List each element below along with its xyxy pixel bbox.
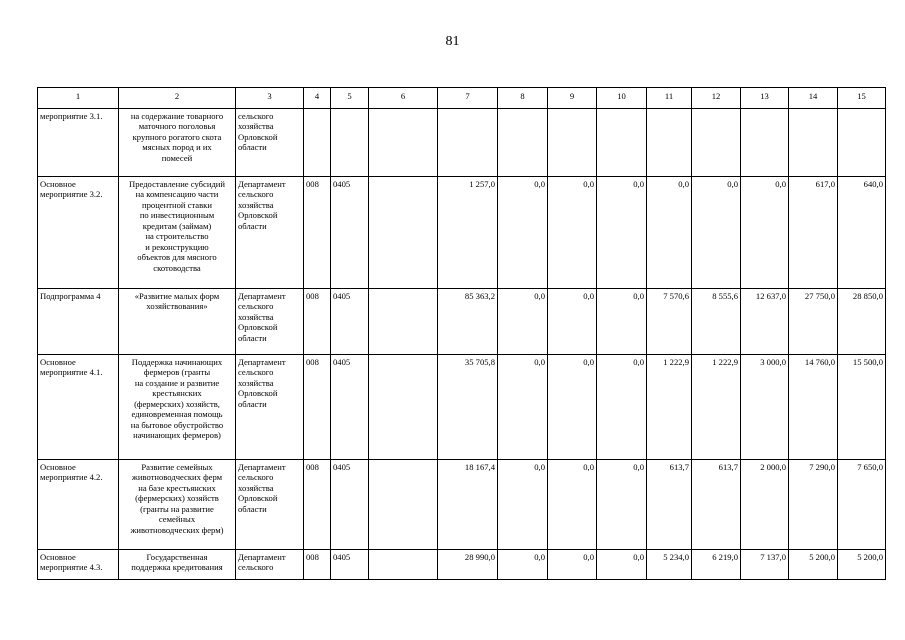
cell-col-12: 613,7 xyxy=(692,460,741,550)
cell-col-3: Департамент сельского хозяйства Орловской области xyxy=(236,460,304,550)
column-header-9: 9 xyxy=(548,88,597,109)
cell-col-13: 7 137,0 xyxy=(741,550,789,580)
cell-col-5 xyxy=(331,109,369,177)
cell-col-13 xyxy=(741,109,789,177)
cell-col-9: 0,0 xyxy=(548,177,597,289)
cell-col-2: Предоставление субсидий на компенсацию части процентной ставки по инвестиционным кредитам (займам) на строительство и реконструкцию объектов для мясного скотоводства xyxy=(119,177,236,289)
cell-col-5: 0405 xyxy=(331,550,369,580)
cell-col-15: 640,0 xyxy=(838,177,886,289)
cell-col-6 xyxy=(369,109,438,177)
cell-col-3: Департамент сельского хозяйства Орловской области xyxy=(236,355,304,460)
cell-col-15: 15 500,0 xyxy=(838,355,886,460)
column-header-14: 14 xyxy=(789,88,838,109)
cell-col-11: 5 234,0 xyxy=(647,550,692,580)
cell-col-13: 3 000,0 xyxy=(741,355,789,460)
cell-col-8: 0,0 xyxy=(498,355,548,460)
header-row xyxy=(38,88,886,109)
table-row xyxy=(38,177,886,289)
cell-col-14: 27 750,0 xyxy=(789,289,838,355)
cell-col-15: 28 850,0 xyxy=(838,289,886,355)
cell-col-11: 0,0 xyxy=(647,177,692,289)
column-header-2: 2 xyxy=(119,88,236,109)
cell-col-4: 008 xyxy=(304,550,331,580)
budget-table xyxy=(37,87,886,580)
cell-col-2: «Развитие малых форм хозяйствования» xyxy=(119,289,236,355)
cell-col-4: 008 xyxy=(304,355,331,460)
cell-col-1: Основное мероприятие 4.2. xyxy=(38,460,119,550)
cell-col-1: Подпрограмма 4 xyxy=(38,289,119,355)
cell-col-9: 0,0 xyxy=(548,289,597,355)
cell-col-1: Основное мероприятие 4.3. xyxy=(38,550,119,580)
cell-col-7: 85 363,2 xyxy=(438,289,498,355)
cell-col-11 xyxy=(647,109,692,177)
cell-col-8: 0,0 xyxy=(498,289,548,355)
cell-col-8: 0,0 xyxy=(498,460,548,550)
cell-col-11: 7 570,6 xyxy=(647,289,692,355)
cell-col-9: 0,0 xyxy=(548,355,597,460)
cell-col-13: 2 000,0 xyxy=(741,460,789,550)
cell-col-10: 0,0 xyxy=(597,550,647,580)
cell-col-9: 0,0 xyxy=(548,550,597,580)
cell-col-14: 14 760,0 xyxy=(789,355,838,460)
cell-col-4 xyxy=(304,109,331,177)
cell-col-1: Основное мероприятие 3.2. xyxy=(38,177,119,289)
column-header-7: 7 xyxy=(438,88,498,109)
cell-col-12: 6 219,0 xyxy=(692,550,741,580)
table-body xyxy=(38,109,886,580)
table-row xyxy=(38,550,886,580)
cell-col-10: 0,0 xyxy=(597,460,647,550)
column-header-1: 1 xyxy=(38,88,119,109)
cell-col-12: 8 555,6 xyxy=(692,289,741,355)
cell-col-4: 008 xyxy=(304,460,331,550)
column-header-3: 3 xyxy=(236,88,304,109)
cell-col-6 xyxy=(369,460,438,550)
cell-col-2: Государственная поддержка кредитования xyxy=(119,550,236,580)
cell-col-5: 0405 xyxy=(331,289,369,355)
cell-col-3: сельского хозяйства Орловской области xyxy=(236,109,304,177)
table-row xyxy=(38,109,886,177)
cell-col-5: 0405 xyxy=(331,460,369,550)
cell-col-12: 0,0 xyxy=(692,177,741,289)
cell-col-15: 7 650,0 xyxy=(838,460,886,550)
table-row xyxy=(38,289,886,355)
cell-col-14: 7 290,0 xyxy=(789,460,838,550)
cell-col-2: на содержание товарного маточного поголовья крупного рогатого скота мясных пород и их помесей xyxy=(119,109,236,177)
cell-col-11: 613,7 xyxy=(647,460,692,550)
column-header-11: 11 xyxy=(647,88,692,109)
cell-col-14: 617,0 xyxy=(789,177,838,289)
column-header-15: 15 xyxy=(838,88,886,109)
cell-col-14 xyxy=(789,109,838,177)
cell-col-5: 0405 xyxy=(331,355,369,460)
cell-col-8: 0,0 xyxy=(498,177,548,289)
column-header-8: 8 xyxy=(498,88,548,109)
cell-col-6 xyxy=(369,355,438,460)
cell-col-15 xyxy=(838,109,886,177)
cell-col-9: 0,0 xyxy=(548,460,597,550)
cell-col-8: 0,0 xyxy=(498,550,548,580)
cell-col-15: 5 200,0 xyxy=(838,550,886,580)
page-number: 81 xyxy=(445,34,460,49)
cell-col-4: 008 xyxy=(304,289,331,355)
column-header-10: 10 xyxy=(597,88,647,109)
cell-col-14: 5 200,0 xyxy=(789,550,838,580)
cell-col-2: Развитие семейных животноводческих ферм на базе крестьянских (фермерских) хозяйств (гранты на развитие семейных животноводческих ферм) xyxy=(119,460,236,550)
cell-col-6 xyxy=(369,289,438,355)
cell-col-2: Поддержка начинающих фермеров (гранты на создание и развитие крестьянских (фермерских) хозяйств, единовременная помощь на бытовое обустройство начинающих фермеров) xyxy=(119,355,236,460)
cell-col-4: 008 xyxy=(304,177,331,289)
column-header-12: 12 xyxy=(692,88,741,109)
column-header-13: 13 xyxy=(741,88,789,109)
table-row xyxy=(38,460,886,550)
cell-col-3: Департамент сельского xyxy=(236,550,304,580)
cell-col-7 xyxy=(438,109,498,177)
cell-col-3: Департамент сельского хозяйства Орловской области xyxy=(236,289,304,355)
cell-col-1: мероприятие 3.1. xyxy=(38,109,119,177)
cell-col-11: 1 222,9 xyxy=(647,355,692,460)
cell-col-13: 12 637,0 xyxy=(741,289,789,355)
cell-col-12: 1 222,9 xyxy=(692,355,741,460)
cell-col-13: 0,0 xyxy=(741,177,789,289)
cell-col-7: 1 257,0 xyxy=(438,177,498,289)
table-header xyxy=(38,88,886,109)
cell-col-10: 0,0 xyxy=(597,289,647,355)
cell-col-1: Основное мероприятие 4.1. xyxy=(38,355,119,460)
cell-col-12 xyxy=(692,109,741,177)
cell-col-7: 35 705,8 xyxy=(438,355,498,460)
column-header-5: 5 xyxy=(331,88,369,109)
cell-col-5: 0405 xyxy=(331,177,369,289)
cell-col-7: 18 167,4 xyxy=(438,460,498,550)
cell-col-6 xyxy=(369,550,438,580)
cell-col-9 xyxy=(548,109,597,177)
column-header-4: 4 xyxy=(304,88,331,109)
cell-col-10: 0,0 xyxy=(597,177,647,289)
cell-col-10 xyxy=(597,109,647,177)
cell-col-8 xyxy=(498,109,548,177)
cell-col-3: Департамент сельского хозяйства Орловской области xyxy=(236,177,304,289)
column-header-6: 6 xyxy=(369,88,438,109)
cell-col-7: 28 990,0 xyxy=(438,550,498,580)
cell-col-10: 0,0 xyxy=(597,355,647,460)
cell-col-6 xyxy=(369,177,438,289)
table-row xyxy=(38,355,886,460)
